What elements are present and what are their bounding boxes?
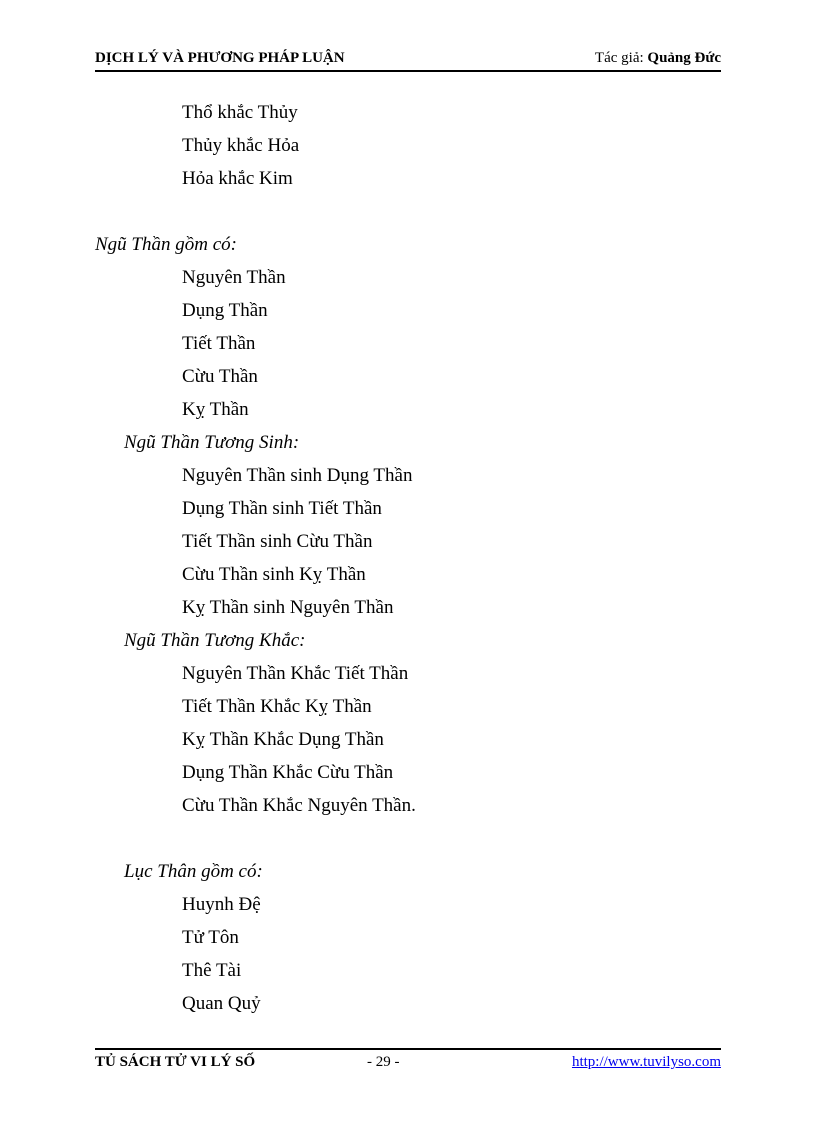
- text-line: Cừu Thần sinh Kỵ Thần: [182, 564, 366, 585]
- header-author: [595, 50, 721, 67]
- text-line: Huynh Đệ: [182, 894, 261, 915]
- header-title: DỊCH LÝ VÀ PHƯƠNG PHÁP LUẬN: [95, 50, 345, 66]
- text-line: Thủy khắc Hỏa: [182, 135, 300, 156]
- text-line: Thổ khắc Thủy: [182, 102, 298, 123]
- section-heading: Lục Thân gồm có:: [124, 861, 263, 882]
- text-line: Dụng Thần: [182, 300, 268, 321]
- text-line: Kỵ Thần: [182, 399, 249, 420]
- text-line: Dụng Thần Khắc Cừu Thần: [182, 762, 394, 783]
- text-line: Quan Quỷ: [182, 993, 261, 1014]
- text-line: Nguyên Thần Khắc Tiết Thần: [182, 663, 409, 684]
- text-line: Cừu Thần Khắc Nguyên Thần.: [182, 795, 416, 816]
- section-heading: Ngũ Thần gồm có:: [95, 234, 237, 255]
- text-line: Kỵ Thần Khắc Dụng Thần: [182, 729, 384, 750]
- author-name: Quảng Đức: [647, 50, 721, 66]
- text-line: Nguyên Thần sinh Dụng Thần: [182, 465, 413, 486]
- text-line: Tiết Thần: [182, 333, 256, 354]
- page-footer: [95, 1048, 721, 1074]
- text-line: Thê Tài: [182, 960, 242, 981]
- website-link[interactable]: http://www.tuvilyso.com: [571, 1054, 721, 1070]
- section-heading: Ngũ Thần Tương Sinh:: [124, 432, 300, 453]
- text-line: Tiết Thần sinh Cừu Thần: [182, 531, 373, 552]
- text-line: Cừu Thần: [182, 366, 258, 387]
- text-line: Dụng Thần sinh Tiết Thần: [182, 498, 382, 519]
- author-label: Tác giả:: [594, 50, 644, 66]
- text-line: Tiết Thần Khắc Kỵ Thần: [182, 696, 372, 717]
- page-header: [95, 48, 721, 72]
- footer-series: TỦ SÁCH TỬ VI LÝ SỐ: [95, 1054, 256, 1070]
- text-line: Nguyên Thần: [182, 267, 286, 288]
- text-line: Hỏa khắc Kim: [182, 168, 293, 189]
- text-line: Tử Tôn: [182, 927, 239, 948]
- page-number: - 29 -: [367, 1054, 400, 1070]
- section-heading: Ngũ Thần Tương Khắc:: [124, 630, 306, 651]
- text-line: Kỵ Thần sinh Nguyên Thần: [182, 597, 394, 618]
